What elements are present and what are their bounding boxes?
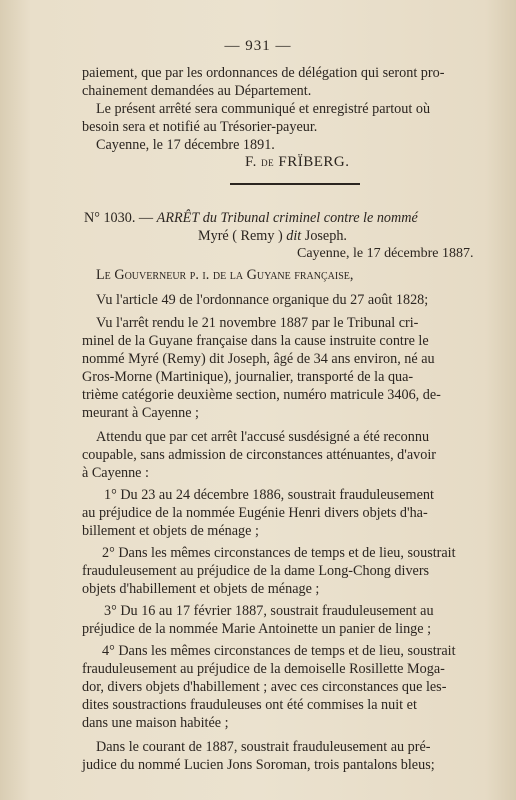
heading-line-1: [84, 210, 418, 227]
text-line: Cayenne, le 17 décembre 1891.: [96, 137, 275, 153]
text-line: 2° Dans les mêmes circonstances de temps et de lieu, soustrait: [102, 545, 456, 561]
heading-number: N° 1030. —: [84, 210, 154, 226]
text-line: billement et objets de ménage ;: [82, 523, 259, 539]
text-line: 3° Du 16 au 17 février 1887, soustrait frauduleusement au: [104, 603, 434, 619]
signature-particle: de: [261, 154, 275, 169]
text-line: Le Gouverneur p. i. de la Guyane française,: [96, 267, 354, 283]
text-line: 4° Dans les mêmes circonstances de temps et de lieu, soustrait: [102, 643, 456, 659]
text-line: besoin sera et notifié au Trésorier-payeur.: [82, 119, 318, 135]
text-line: chainement demandées au Département.: [82, 83, 312, 99]
page-number: — 931 —: [224, 38, 292, 54]
text-line: 1° Du 23 au 24 décembre 1886, soustrait frauduleusement: [104, 487, 434, 503]
heading-line-2: [198, 228, 347, 245]
text-line: frauduleusement au préjudice de la demoiselle Rosillette Moga-: [82, 661, 445, 677]
text-line: nommé Myré (Remy) dit Joseph, âgé de 34 ans environ, né au: [82, 351, 435, 367]
text-line: dor, divers objets d'habillement ; avec ces circonstances que les-: [82, 679, 447, 695]
text-line: Dans le courant de 1887, soustrait frauduleusement au pré-: [96, 739, 431, 755]
text-line: paiement, que par les ordonnances de délégation qui seront pro-: [82, 65, 445, 81]
text-line: préjudice de la nommée Marie Antoinette un panier de linge ;: [82, 621, 432, 637]
text-line: Le présent arrêté sera communiqué et enregistré partout où: [96, 101, 431, 117]
section-divider: [230, 183, 360, 185]
text-line: Vu l'arrêt rendu le 21 novembre 1887 par le Tribunal cri-: [96, 315, 419, 331]
heading-date: Cayenne, le 17 décembre 1887.: [297, 246, 474, 261]
signature-initial: F.: [245, 154, 257, 170]
text-line: dans une maison habitée ;: [82, 715, 229, 731]
text-line: trième catégorie deuxième section, numéro matricule 3406, de-: [82, 387, 441, 403]
heading-alias: Joseph.: [304, 228, 347, 244]
text-line: Gros-Morne (Martinique), journalier, transporté de la qua-: [82, 369, 414, 385]
text-line: coupable, sans admission de circonstances atténuantes, d'avoir: [82, 447, 436, 463]
signature-name: FRÏBERG.: [278, 154, 350, 170]
text-line: Attendu que par cet arrêt l'accusé susdésigné a été reconnu: [96, 429, 430, 445]
text-line: minel de la Guyane française dans la cause instruite contre le: [82, 333, 429, 349]
text-line: Vu l'article 49 de l'ordonnance organique du 27 août 1828;: [96, 292, 429, 308]
text-line: à Cayenne :: [82, 465, 149, 481]
heading-dit: dit: [286, 228, 302, 244]
text-line: meurant à Cayenne ;: [82, 405, 199, 421]
text-line: frauduleusement au préjudice de la dame Long-Chong divers: [82, 563, 430, 579]
heading-name: Myré ( Remy ): [198, 228, 283, 244]
heading-text: du Tribunal criminel contre le nommé: [202, 210, 418, 226]
text-line: judice du nommé Lucien Jons Soroman, trois pantalons bleus;: [82, 757, 435, 773]
text-line: dites soustractions frauduleuses ont été commises la nuit et: [82, 697, 417, 713]
text-line: au préjudice de la nommée Eugénie Henri divers objets d'ha-: [82, 505, 428, 521]
text-line: objets d'habillement et objets de ménage ;: [82, 581, 320, 597]
heading-arret: ARRÊT: [156, 210, 200, 226]
signature: [245, 154, 350, 171]
